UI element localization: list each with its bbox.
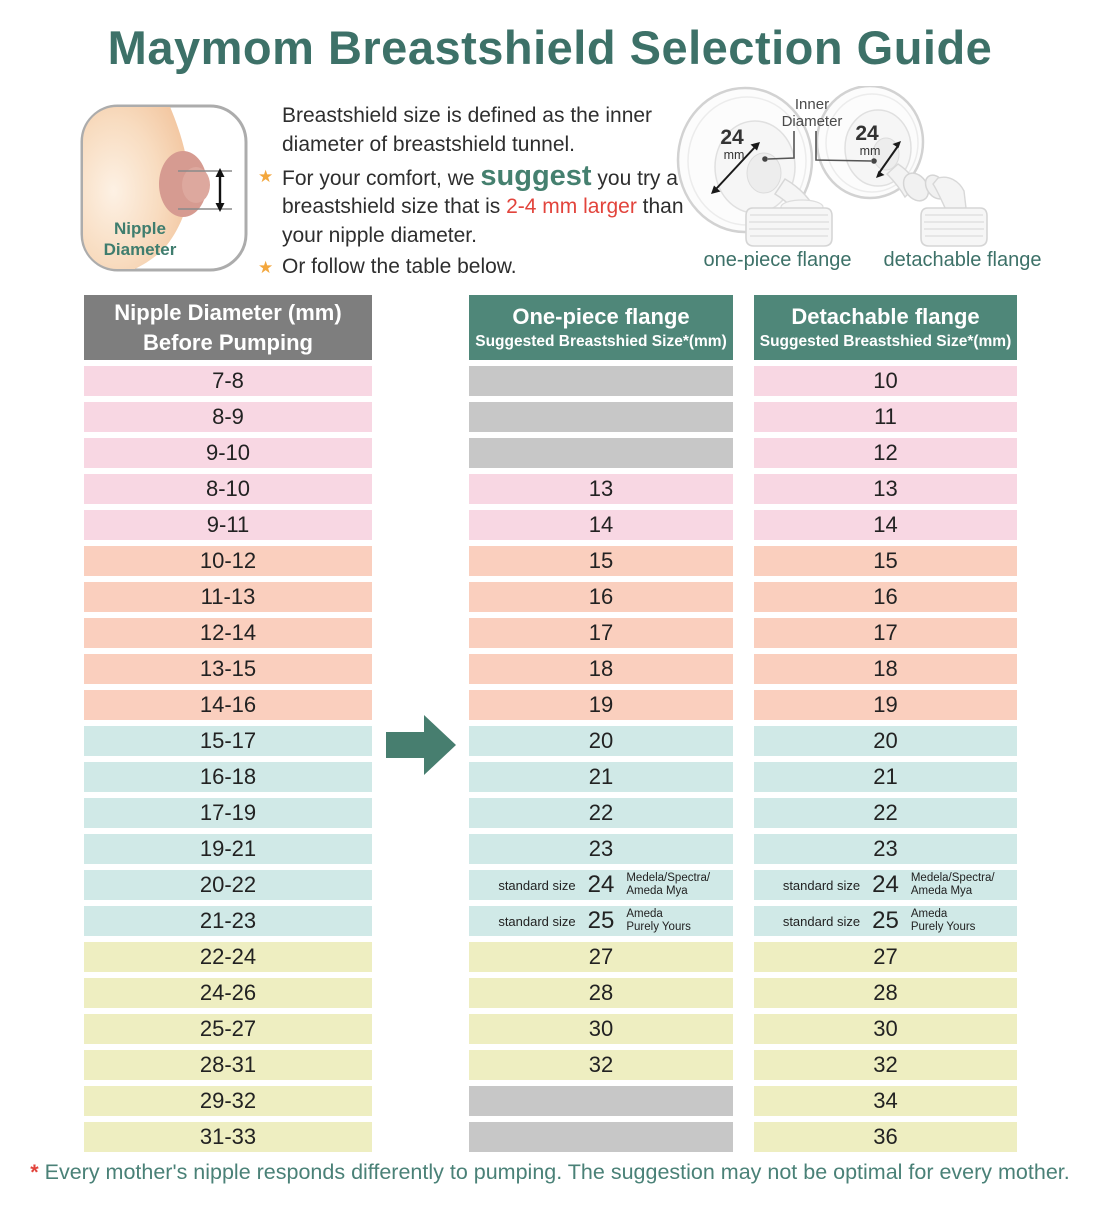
nipple-range-cell: 22-24: [84, 942, 372, 972]
nipple-range-cell: 9-10: [84, 438, 372, 468]
page-title: Maymom Breastshield Selection Guide: [107, 21, 993, 74]
nipple-range-cell: 24-26: [84, 978, 372, 1008]
nipple-range-cell: 12-14: [84, 618, 372, 648]
size-cell: 23: [754, 834, 1017, 864]
size-cell: 13: [754, 474, 1017, 504]
column-header-detachable: Detachable flange Suggested Breastshied Size*(mm): [754, 295, 1017, 360]
table-cell: [469, 870, 733, 900]
size-cell: 23: [469, 834, 733, 864]
nipple-diameter-column: [84, 295, 372, 1152]
brand-note: Ameda Purely Yours: [910, 908, 976, 933]
nipple-range-cell: 8-10: [84, 474, 372, 504]
brand-note: Medela/Spectra/ Ameda Mya: [626, 872, 711, 897]
size-cell: 15: [469, 546, 733, 576]
table-cell: [469, 1086, 733, 1116]
size-cell: 16: [754, 582, 1017, 612]
standard-size-label: standard size: [498, 913, 576, 929]
size-cell: 13: [469, 474, 733, 504]
nipple-range-cell: 9-11: [84, 510, 372, 540]
size-cell: 28: [469, 978, 733, 1008]
size-cell: 28: [754, 978, 1017, 1008]
nipple-range-cell: 13-15: [84, 654, 372, 684]
size-value: 25: [872, 907, 899, 934]
suggest-emphasis: suggest: [480, 159, 592, 192]
table-cell: [469, 402, 733, 432]
right-arrow-icon: [386, 715, 456, 775]
size-cell: 10: [754, 366, 1017, 396]
star-icon: ★: [258, 257, 274, 277]
nipple-range-cell: 14-16: [84, 690, 372, 720]
nipple-range-cell: 20-22: [84, 870, 372, 900]
one-piece-column: [469, 295, 733, 1152]
size-cell: 14: [754, 510, 1017, 540]
nipple-range-cell: 21-23: [84, 906, 372, 936]
intro-text: [258, 102, 693, 284]
nipple-range-cell: 15-17: [84, 726, 372, 756]
size-cell: 16: [469, 582, 733, 612]
size-cell: 19: [469, 690, 733, 720]
footnote: * Every mother's nipple responds differently to pumping. The suggestion may not be optimal for every mother.: [30, 1160, 1070, 1184]
table-cell: [754, 870, 1017, 900]
size-cell: 22: [469, 798, 733, 828]
size-cell: 17: [754, 618, 1017, 648]
nipple-range-cell: 17-19: [84, 798, 372, 828]
size-cell: 12: [754, 438, 1017, 468]
nipple-range-cell: 10-12: [84, 546, 372, 576]
size-cell: 30: [754, 1014, 1017, 1044]
one-piece-flange-caption: one-piece flange: [703, 249, 852, 271]
size-cell: 19: [754, 690, 1017, 720]
size-cell: 21: [469, 762, 733, 792]
size-highlight: 2-4 mm larger: [506, 195, 637, 219]
one-piece-size-label: 24: [720, 126, 744, 149]
size-cell: 21: [754, 762, 1017, 792]
detachable-size-label: 24: [855, 122, 879, 145]
column-header-nipple-diameter: Nipple Diameter (mm) Before Pumping: [84, 295, 372, 360]
nipple-range-cell: 7-8: [84, 366, 372, 396]
table-cell: [469, 1122, 733, 1152]
size-cell: 27: [754, 942, 1017, 972]
star-icon: ★: [258, 166, 274, 186]
intro-line: Breastshield size is defined as the inner diameter of breastshield tunnel.: [282, 104, 653, 156]
size-cell: 17: [469, 618, 733, 648]
size-cell: 27: [469, 942, 733, 972]
size-cell: 20: [754, 726, 1017, 756]
column-header-one-piece: One-piece flange Suggested Breastshied Size*(mm): [469, 295, 733, 360]
table-cell: [469, 906, 733, 936]
bullet-item: ★ Or follow the table below.: [258, 254, 517, 278]
table-cell: [469, 366, 733, 396]
nipple-diameter-label: Nipple Diameter: [103, 219, 177, 260]
one-piece-unit-label: mm: [723, 148, 745, 162]
size-cell: 14: [469, 510, 733, 540]
nipple-range-cell: 28-31: [84, 1050, 372, 1080]
detachable-unit-label: mm: [859, 144, 881, 158]
standard-size-label: standard size: [782, 913, 861, 929]
nipple-range-cell: 11-13: [84, 582, 372, 612]
nipple-range-cell: 31-33: [84, 1122, 372, 1152]
size-cell: 22: [754, 798, 1017, 828]
detachable-flange-caption: detachable flange: [883, 249, 1042, 271]
standard-size-label: standard size: [498, 877, 576, 893]
brand-note: Medela/Spectra/ Ameda Mya: [910, 872, 995, 897]
table-cell: [469, 438, 733, 468]
footnote-asterisk: *: [30, 1160, 39, 1184]
size-cell: 30: [469, 1014, 733, 1044]
size-cell: 36: [754, 1122, 1017, 1152]
nipple-range-cell: 19-21: [84, 834, 372, 864]
nipple-range-cell: 25-27: [84, 1014, 372, 1044]
detachable-column: [754, 295, 1017, 1152]
nipple-range-cell: 16-18: [84, 762, 372, 792]
size-cell: 32: [754, 1050, 1017, 1080]
size-cell: 20: [469, 726, 733, 756]
nipple-range-cell: 8-9: [84, 402, 372, 432]
brand-note: Ameda Purely Yours: [626, 908, 691, 933]
bullet-item: ★ For your comfort, we suggest you try a breastshield size that is 2-4 mm larger than your nipple diameter.: [258, 159, 684, 248]
size-cell: 34: [754, 1086, 1017, 1116]
standard-size-label: standard size: [782, 877, 861, 893]
size-cell: 18: [754, 654, 1017, 684]
table-cell: [754, 906, 1017, 936]
size-value: 24: [872, 871, 899, 898]
nipple-shape: [182, 167, 210, 203]
size-cell: 18: [469, 654, 733, 684]
size-cell: 11: [754, 402, 1017, 432]
nipple-range-cell: 29-32: [84, 1086, 372, 1116]
size-cell: 32: [469, 1050, 733, 1080]
size-value: 24: [587, 871, 615, 898]
inner-diameter-label: Inner Diameter: [781, 96, 843, 131]
size-cell: 15: [754, 546, 1017, 576]
size-value: 25: [587, 907, 615, 934]
